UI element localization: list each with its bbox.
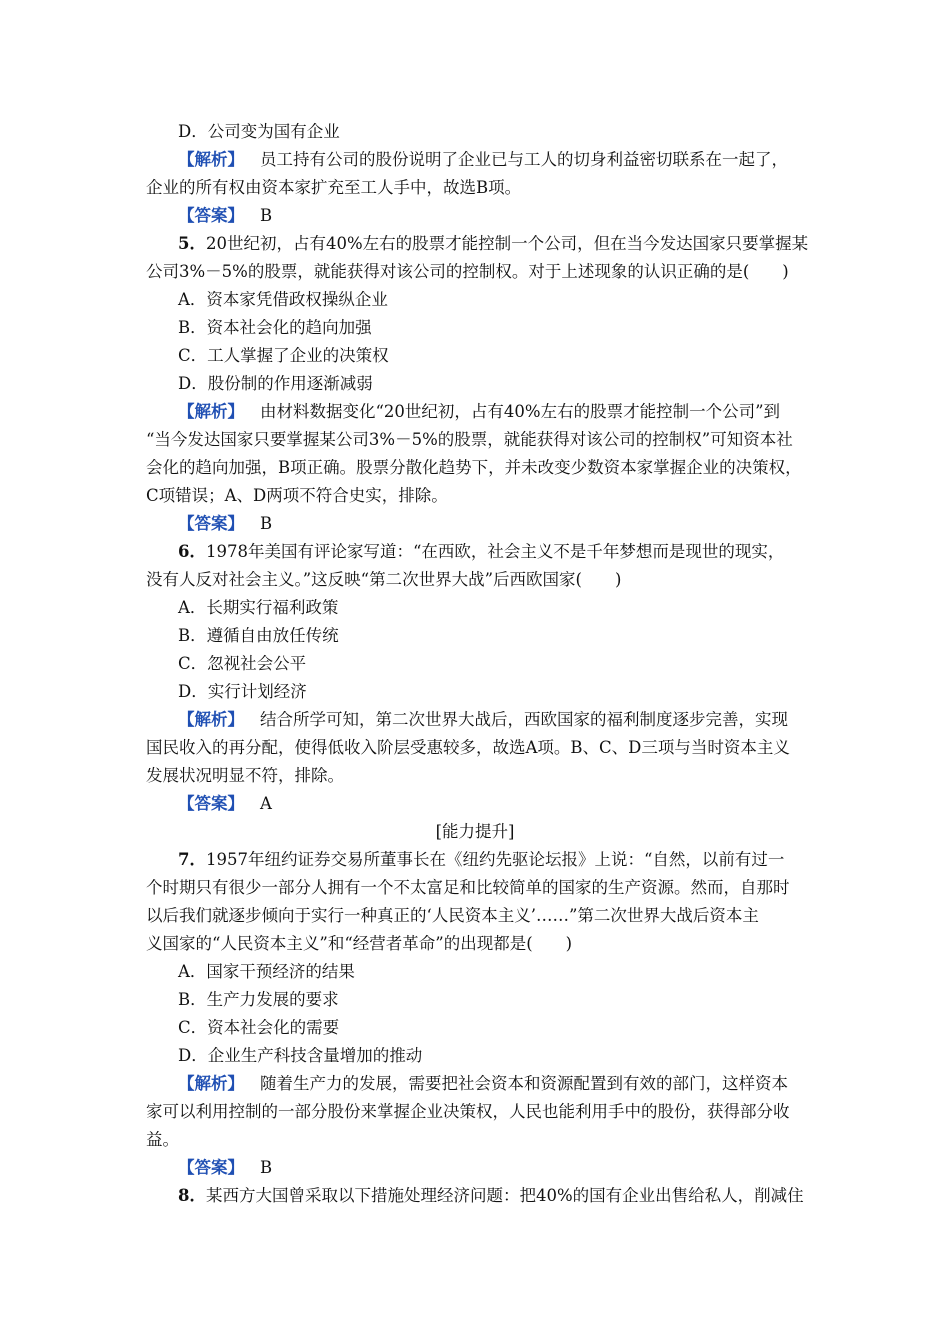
analysis-tag: 【解析】: [178, 710, 244, 729]
q7-option-c: C．资本社会化的需要: [178, 1018, 340, 1037]
q7-stem-line: 个时期只有很少一部分人拥有一个不太富足和比较简单的国家的生产资源。然而，自那时: [146, 878, 790, 897]
q7-option-a: A．国家干预经济的结果: [178, 962, 355, 981]
analysis-tag: 【解析】: [178, 402, 244, 421]
answer-tag: 【答案】: [178, 206, 244, 225]
q6-analysis-line: 发展状况明显不符，排除。: [146, 766, 344, 785]
q7-option-b: B．生产力发展的要求: [178, 990, 339, 1009]
q7-number: 7．: [178, 850, 206, 869]
q6-stem: 6．1978年美国有评论家写道：“在西欧，社会主义不是千年梦想而是现世的现实，: [178, 542, 785, 561]
q7-analysis-line: 益。: [146, 1130, 179, 1149]
analysis-tag: 【解析】: [178, 150, 244, 169]
q4-answer: 【答案】 B: [178, 206, 273, 225]
q6-option-b: B．遵循自由放任传统: [178, 626, 339, 645]
q6-stem-line: 没有人反对社会主义。”这反映“第二次世界大战”后西欧国家( ): [146, 570, 622, 589]
q8-stem: 8．某西方大国曾采取以下措施处理经济问题：把40%的国有企业出售给私人，削减住: [178, 1186, 804, 1205]
q7-answer: 【答案】 B: [178, 1158, 273, 1177]
q5-stem: 5．20世纪初，占有40%左右的股票才能控制一个公司，但在当今发达国家只要掌握某: [178, 234, 809, 253]
q5-answer: 【答案】 B: [178, 514, 273, 533]
q6-analysis: 【解析】 结合所学可知，第二次世界大战后，西欧国家的福利制度逐步完善，实现: [178, 710, 788, 729]
q4-option-d: D．公司变为国有企业: [178, 122, 340, 141]
q8-number: 8．: [178, 1186, 206, 1205]
q5-number: 5．: [178, 234, 206, 253]
q6-analysis-line: 国民收入的再分配，使得低收入阶层受惠较多，故选A项。B、C、D三项与当时资本主义: [146, 738, 790, 757]
q6-option-c: C．忽视社会公平: [178, 654, 307, 673]
q4-analysis-line: 企业的所有权由资本家扩充至工人手中，故选B项。: [146, 178, 522, 197]
q7-analysis-line: 家可以利用控制的一部分股份来掌握企业决策权，人民也能利用手中的股份，获得部分收: [146, 1102, 790, 1121]
q5-option-a: A．资本家凭借政权操纵企业: [178, 290, 388, 309]
q5-analysis-line: “当今发达国家只要掌握某公司3%－5%的股票，就能获得对该公司的控制权”可知资本社: [146, 430, 793, 449]
q4-analysis: 【解析】 员工持有公司的股份说明了企业已与工人的切身利益密切联系在一起了，: [178, 150, 788, 169]
q7-stem-line: 义国家的“人民资本主义”和“经营者革命”的出现都是( ): [146, 934, 573, 953]
q6-answer: 【答案】 A: [178, 794, 272, 813]
q5-option-c: C．工人掌握了企业的决策权: [178, 346, 389, 365]
q5-option-d: D．股份制的作用逐渐减弱: [178, 374, 373, 393]
q6-option-d: D．实行计划经济: [178, 682, 307, 701]
analysis-tag: 【解析】: [178, 1074, 244, 1093]
answer-tag: 【答案】: [178, 514, 244, 533]
section-title: [能力提升]: [435, 822, 515, 841]
q7-stem-line: 以后我们就逐步倾向于实行一种真正的‘人民资本主义’……”第二次世界大战后资本主: [146, 906, 759, 925]
q6-number: 6．: [178, 542, 206, 561]
q5-analysis-line: C项错误；A、D两项不符合史实，排除。: [146, 486, 448, 505]
q5-analysis-line: 会化的趋向加强，B项正确。股票分散化趋势下，并未改变少数资本家掌握企业的决策权，: [146, 458, 802, 477]
q7-analysis: 【解析】 随着生产力的发展，需要把社会资本和资源配置到有效的部门，这样资本: [178, 1074, 788, 1093]
q6-option-a: A．长期实行福利政策: [178, 598, 339, 617]
answer-tag: 【答案】: [178, 794, 244, 813]
q5-analysis: 【解析】 由材料数据变化“20世纪初，占有40%左右的股票才能控制一个公司”到: [178, 402, 781, 421]
q7-option-d: D．企业生产科技含量增加的推动: [178, 1046, 423, 1065]
q7-stem: 7．1957年纽约证券交易所董事长在《纽约先驱论坛报》上说：“自然，以前有过一: [178, 850, 785, 869]
q5-stem-line: 公司3%－5%的股票，就能获得对该公司的控制权。对于上述现象的认识正确的是( ): [146, 262, 789, 281]
q5-option-b: B．资本社会化的趋向加强: [178, 318, 372, 337]
answer-tag: 【答案】: [178, 1158, 244, 1177]
